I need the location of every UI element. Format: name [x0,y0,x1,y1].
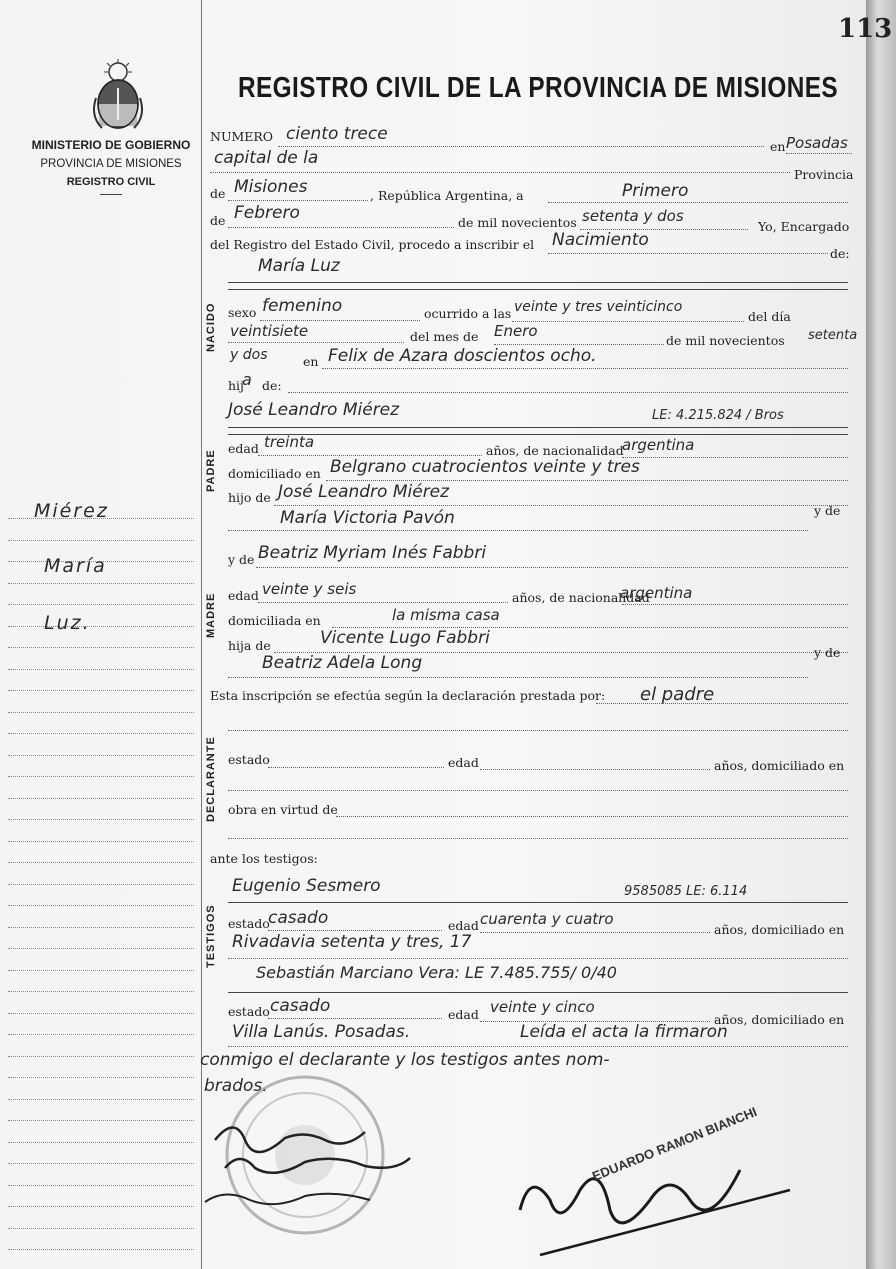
value-anio-nac-2: y dos [230,347,268,363]
value-declarante: el padre [640,684,715,705]
value-anio-nac-1: setenta [808,328,858,343]
coat-of-arms-icon [88,58,148,132]
margin-rule-line [8,1077,194,1078]
label-estado-decl: estado [228,752,270,767]
side-label-madre: MADRE [205,592,217,638]
label-anos-dom-decl: años, domiciliado en [714,758,845,773]
label-anos-dom-t1: años, domiciliado en [714,922,845,937]
margin-rule-line [8,948,194,949]
margin-note-surname: Miérez [34,500,109,522]
label-del-registro: del Registro del Estado Civil, procedo a inscribir el [210,237,535,252]
ministry-name: MINISTERIO DE GOBIERNO [31,138,191,152]
value-cierre-1: Leída el acta la firmaron [520,1022,728,1042]
label-domiciliado-en: domiciliado en [228,466,321,481]
margin-note-name2: Luz. [44,612,91,634]
margin-rule-line [8,755,194,756]
value-madre-hija-de: Vicente Lugo Fabbri [320,628,490,648]
margin-rule-line [8,1228,194,1229]
value-testigo2-estado: casado [270,996,331,1016]
page-edge [866,0,896,1269]
label-numero: NUMERO [210,129,274,144]
value-madre-nombre: Beatriz Myriam Inés Fabbri [258,543,487,563]
label-edad-padre: edad [228,441,259,456]
label-hij: hij [228,378,244,393]
margin-rule-line [8,841,194,842]
value-cierre-2: conmigo el declarante y los testigos antes nom- [200,1050,610,1070]
margin-rule-line [8,1013,194,1014]
column-divider [201,0,202,1269]
margin-rule-line [8,540,194,541]
label-en2: en [303,354,319,369]
label-en: en [770,139,786,154]
value-numero: ciento trece [286,124,388,144]
witness-signatures [195,1110,455,1230]
value-padre-doc: LE: 4.215.824 / Bros [652,408,784,423]
label-de-mes: de [210,213,226,228]
label-obra: obra en virtud de [228,802,338,817]
margin-rule-line [8,884,194,885]
side-label-padre: PADRE [205,449,217,492]
margin-rule-line [8,669,194,670]
label-estado-t1: estado [228,916,270,931]
label-anos-nac: años, de nacionalidad [486,443,624,458]
label-y-de-padre: y de [814,503,841,518]
label-de-mil: de mil novecientos [458,215,577,230]
margin-rule-line [8,712,194,713]
value-madre-edad: veinte y seis [262,580,357,598]
registrar-stamp: EDUARDO RAMON BIANCHI [590,1103,760,1184]
side-label-testigos: TESTIGOS [205,904,217,968]
value-testigo1-doc: 9585085 LE: 6.114 [624,884,748,899]
page-number: 113 [838,14,893,44]
label-de: de [210,186,226,201]
label-edad-madre: edad [228,588,259,603]
margin-rule-line [8,862,194,863]
label-de-colon: de: [830,246,850,261]
margin-rule-line [8,776,194,777]
margin-rule-line [8,690,194,691]
label-provincia: Provincia [794,167,854,182]
ministry-office: REGISTRO CIVIL [66,176,156,188]
label-ante-testigos: ante los testigos: [210,851,318,866]
value-en-place: Posadas [786,134,848,152]
margin-rule-line [8,1163,194,1164]
margin-rule-line [8,1099,194,1100]
margin-rule-line [8,733,194,734]
value-anio: setenta y dos [582,207,684,225]
value-padre-nac: argentina [622,436,695,454]
value-mes: Febrero [234,203,300,223]
label-ocurrido: ocurrido a las [424,306,512,321]
label-hijo-de: hijo de [228,490,271,505]
value-dia-fecha: Primero [622,181,689,201]
side-label-nacido: NACIDO [205,302,217,352]
value-testigo2-nombre: Sebastián Marciano Vera: LE 7.485.755/ 0/40 [256,963,617,982]
label-de2: de: [262,378,282,393]
ministry-block [26,138,196,195]
value-acto: Nacimiento [552,230,649,250]
label-anos-nac2: años, de nacionalidad [512,590,650,605]
margin-rule-line [8,583,194,584]
margin-rule-line [8,647,194,648]
value-padre-madre: María Victoria Pavón [280,508,455,528]
value-capital: capital de la [214,148,319,168]
label-edad-decl: edad [448,755,479,770]
value-testigo2-dom: Villa Lanús. Posadas. [232,1022,411,1042]
value-padre-dom: Belgrano cuatrocientos veinte y tres [330,457,640,477]
value-nombre: María Luz [258,256,340,276]
label-edad-t1: edad [448,918,479,933]
margin-rule-line [8,1056,194,1057]
margin-rule-line [8,1034,194,1035]
label-y-de2: y de [228,552,255,567]
value-sexo: femenino [262,296,343,316]
margin-rule-line [8,991,194,992]
value-testigo1-dom: Rivadavia setenta y tres, 17 [232,932,472,952]
ministry-province: PROVINCIA DE MISIONES [40,158,182,170]
value-padre-edad: treinta [264,433,315,451]
value-testigo1-nombre: Eugenio Sesmero [232,876,381,896]
margin-rule-line [8,927,194,928]
label-sexo: sexo [228,305,257,320]
label-y-de-madre: y de [814,645,841,660]
margin-rule-line [8,1185,194,1186]
label-domiciliada-en: domiciliada en [228,613,321,628]
value-provincia: Misiones [234,177,308,197]
value-madre-madre: Beatriz Adela Long [262,653,423,673]
page-title: REGISTRO CIVIL DE LA PROVINCIA DE MISIONES [238,72,839,104]
value-madre-nac: argentina [620,584,693,602]
value-dia: veintisiete [230,322,309,340]
margin-rule-line [8,819,194,820]
value-testigo1-edad: cuarenta y cuatro [480,910,614,928]
label-estado-t2: estado [228,1004,270,1019]
value-padre-hijo-de: José Leandro Miérez [278,482,450,502]
value-hora: veinte y tres veinticinco [514,299,683,315]
margin-note-name: María [44,555,107,577]
label-esta-inscripcion: Esta inscripción se efectúa según la declaración prestada por: [210,688,606,703]
label-yo-encargado: Yo, Encargado [758,219,850,234]
margin-rule-line [8,905,194,906]
margin-rule-line [8,798,194,799]
value-testigo2-edad: veinte y cinco [490,998,595,1016]
label-republica: , República Argentina, a [370,188,524,203]
label-del-mes: del mes de [410,329,479,344]
label-anos-dom-t2: años, domiciliado en [714,1012,845,1027]
value-madre-dom: la misma casa [392,606,500,624]
label-del-dia: del día [748,309,791,324]
value-cierre-3: brados. [204,1076,268,1096]
margin-rule-line [8,1120,194,1121]
value-hij-suffix: a [242,370,252,389]
value-lugar: Felix de Azara doscientos ocho. [328,346,597,366]
label-de-mil-nov: de mil novecientos [666,333,785,348]
margin-rule-line [8,626,194,627]
label-edad-t2: edad [448,1007,479,1022]
margin-rule-line [8,970,194,971]
value-testigo1-estado: casado [268,908,329,928]
value-mes-nac: Enero [494,322,538,340]
margin-rule-line [8,1142,194,1143]
value-padre-nombre: José Leandro Miérez [228,400,400,420]
margin-rule-line [8,1249,194,1250]
margin-rule-line [8,1206,194,1207]
side-label-declarante: DECLARANTE [205,736,217,822]
label-hija-de: hija de [228,638,271,653]
margin-rule-line [8,604,194,605]
